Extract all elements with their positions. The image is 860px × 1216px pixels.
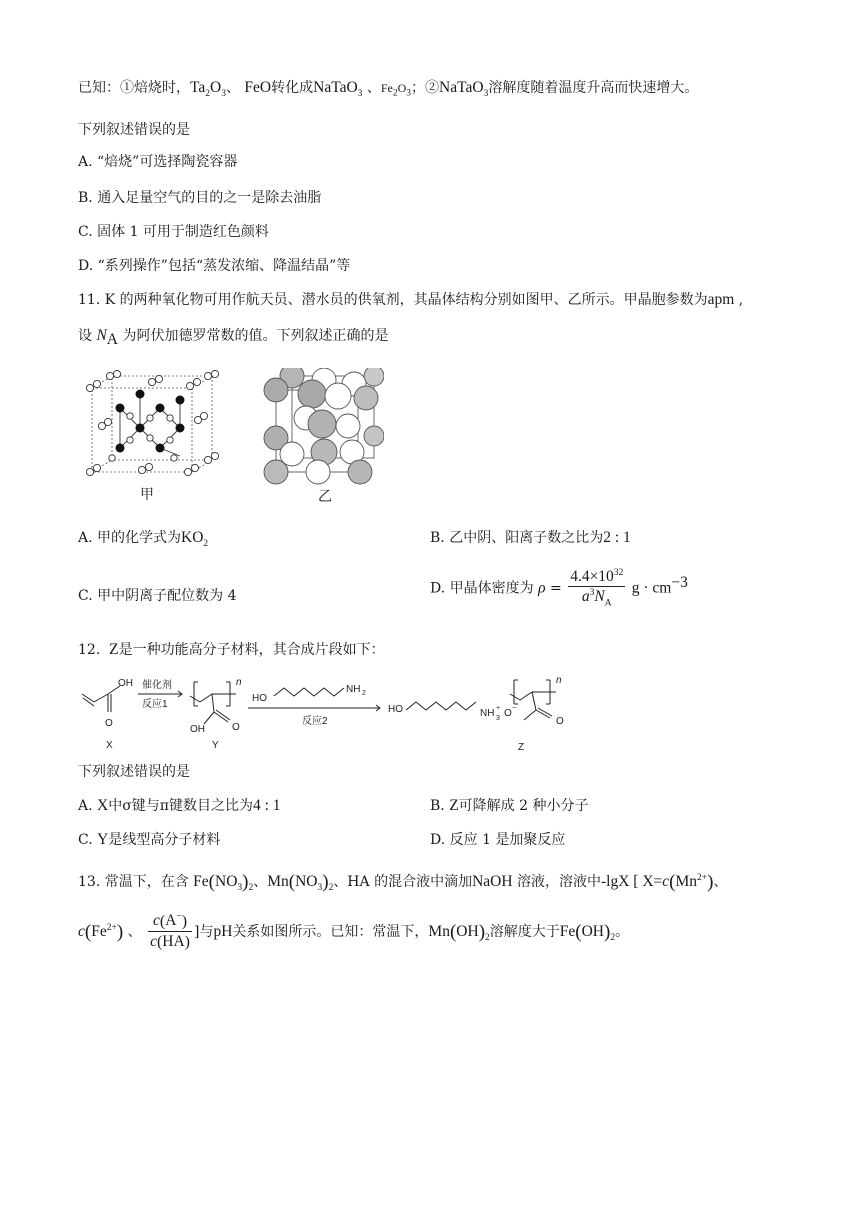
label-jia: 甲	[140, 487, 154, 503]
z-n-label: n	[556, 675, 562, 686]
q12-option-d: D. 反应 1 是加聚反应	[430, 832, 566, 848]
x-o-label: O	[105, 718, 113, 729]
svg-text:−: −	[512, 705, 517, 712]
compound-x-label: X	[106, 740, 113, 751]
q12-stem: 12. Z是一种功能高分子材料，其合成片段如下：	[78, 641, 385, 658]
q10-stem: 下列叙述错误的是	[78, 122, 190, 138]
q12-option-a: A. X中σ键与π键数目之比为4 : 1	[78, 797, 281, 814]
svg-text:2: 2	[362, 690, 366, 697]
reaction1-label: 反应1	[142, 699, 168, 710]
q11-option-d: D. 甲晶体密度为 ρ = $\frac{4.4\times 10^{32}}{a^3N_A}$ $g \cdot cm^{-3}$	[430, 568, 688, 609]
known-line: 已知：①焙烧时，$Ta_2O_3$、 FeO转化成NaTaO$_3$ 、$Fe_2O_3$；②NaTaO$_3$溶解度随着温度升高而快速增大。	[78, 79, 699, 100]
x-oh-label: OH	[118, 678, 133, 689]
q10-option-b: B. 通入足量空气的目的之一是除去油脂	[78, 190, 322, 206]
label-yi: 乙	[318, 489, 332, 505]
z-nh3-label: NH	[480, 708, 495, 719]
q11-option-b: B. 乙中阴、阳离子数之比为2 : 1	[430, 529, 631, 546]
reaction2-label: 反应2	[302, 716, 328, 727]
synthesis-scheme	[78, 672, 598, 756]
y-o-label: O	[232, 722, 240, 733]
crystal-structure-yi	[262, 368, 384, 486]
y-ho-label: OH	[190, 724, 205, 735]
svg-text:3: 3	[496, 715, 500, 722]
q13-line2: $c(Fe^{2+})$ 、 $\frac{c(A^-)}{c(HA)}$ ]与pH关系如图所示。已知：常温下，$Mn(OH)_2$溶解度大于$Fe(OH)_2$。	[78, 912, 630, 952]
q10-option-a: A. “焙烧”可选择陶瓷容器	[78, 154, 238, 170]
reagent-ho-label: HO	[252, 693, 267, 704]
q12-option-b: B. Z可降解成 2 种小分子	[430, 797, 589, 814]
crystal-structure-jia	[82, 370, 222, 482]
q11-stem-line1: 11. K 的两种氧化物可用作航天员、潜水员的供氧剂，其晶体结构分别如图甲、乙所示。甲晶胞参数为apm ,	[78, 291, 744, 308]
q12-option-c: C. Y是线型高分子材料	[78, 831, 221, 848]
y-n-label: n	[236, 677, 242, 688]
q10-option-c: C. 固体 1 可用于制造红色颜料	[78, 224, 269, 240]
q10-option-d: D. “系列操作”包括“蒸发浓缩、降温结晶”等	[78, 258, 351, 274]
z-o-minus-label: O	[504, 708, 512, 719]
q11-option-c: C. 甲中阴离子配位数为 4	[78, 588, 237, 604]
reagent-nh2-label: NH	[346, 684, 361, 695]
q13-line1: 13. 常温下，在含 $Fe(NO_3)_2$、$Mn(NO_3)_2$、HA 的混合液中滴加NaOH 溶液，溶液中-lgX [ $X=c(Mn^{2+})$、	[78, 871, 728, 894]
q11-option-a: A. 甲的化学式为$KO_2$	[78, 529, 209, 550]
z-ho-label: HO	[388, 704, 403, 715]
q11-stem-line2: 设 $N_A$ 为阿伏加德罗常数的值。下列叙述正确的是	[78, 327, 389, 348]
compound-y-label: Y	[212, 740, 219, 751]
svg-text:+: +	[496, 705, 501, 712]
compound-z-label: Z	[518, 742, 525, 753]
z-o-label: O	[556, 716, 564, 727]
catalyst-label: 催化剂	[142, 680, 172, 691]
q12-stem2: 下列叙述错误的是	[78, 764, 190, 780]
